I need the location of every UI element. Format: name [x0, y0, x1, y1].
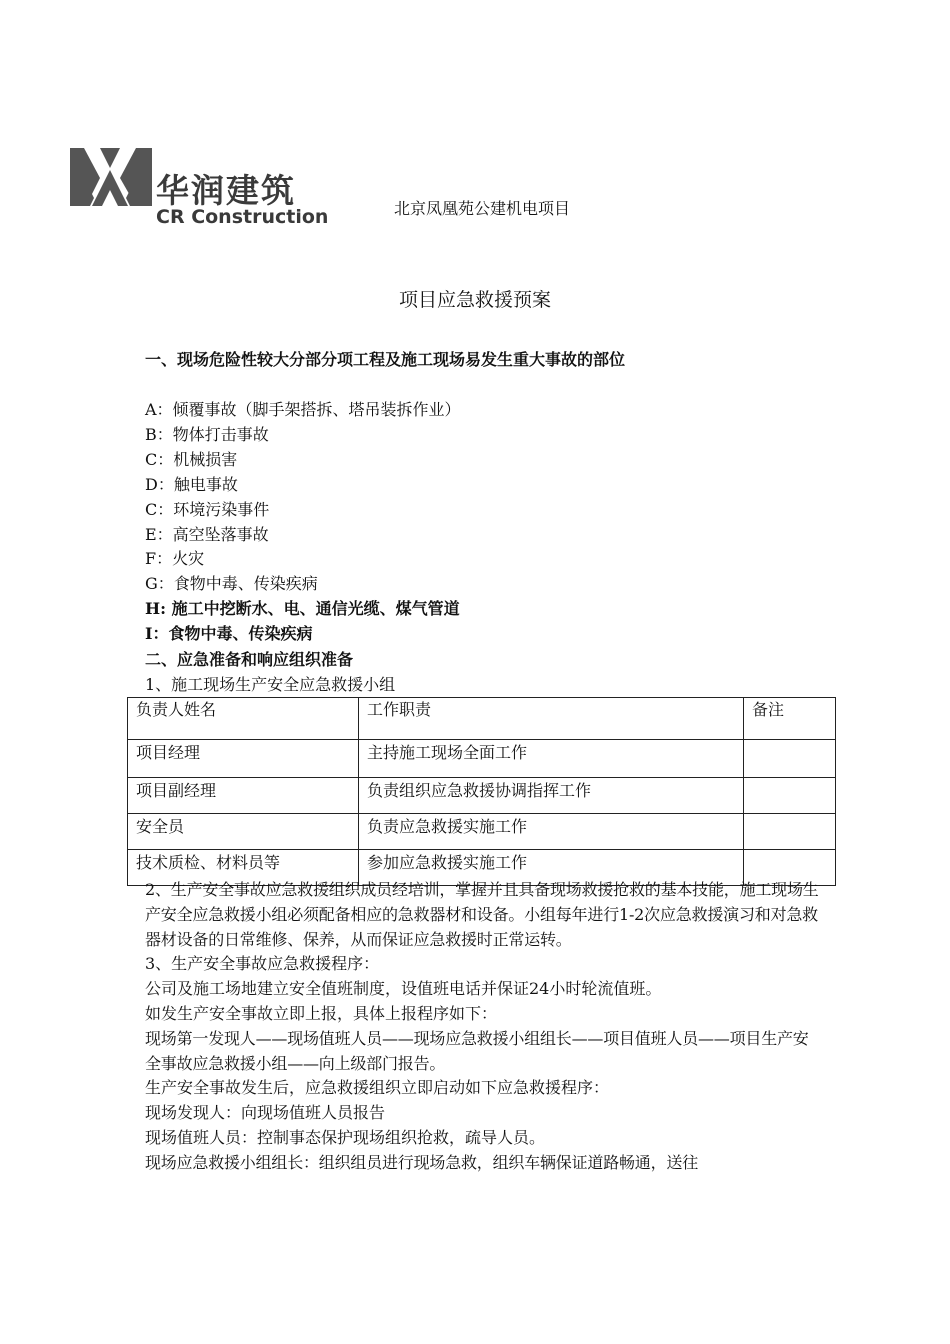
table-header-cell: 备注 [744, 698, 836, 740]
paragraph: 现场第一发现人——现场值班人员——现场应急救援小组组长——项目值班人员——项目生产安全事故应急救援小组——向上级部门报告。 [145, 1028, 809, 1073]
document-title: 项目应急救援预案 [398, 289, 551, 311]
paragraph: 生产安全事故发生后，应急救援组织立即启动如下应急救援程序： [145, 1078, 610, 1098]
logo-chinese-text: 华润建筑 [156, 171, 296, 210]
table-cell [744, 740, 836, 778]
table-cell: 安全员 [128, 814, 359, 850]
table-cell: 项目副经理 [128, 778, 359, 814]
table-cell: 参加应急救援实施工作 [359, 850, 744, 886]
list-item: G：食物中毒、传染疾病 [145, 574, 318, 594]
table-cell: 主持施工现场全面工作 [359, 740, 744, 778]
table-cell: 负责应急救援实施工作 [359, 814, 744, 850]
table-header-cell: 工作职责 [359, 698, 744, 740]
list-item: B：物体打击事故 [145, 424, 269, 444]
list-item: E：高空坠落事故 [145, 524, 269, 544]
paragraph: 现场值班人员：控制事态保护现场组织抢救，疏导人员。 [145, 1127, 546, 1147]
table-row [128, 814, 836, 850]
procedure-text [145, 878, 821, 1176]
list-item: A：倾覆事故（脚手架搭拆、塔吊装拆作业） [145, 400, 461, 419]
table-header-row [128, 698, 836, 740]
table-header-cell: 负责人姓名 [128, 698, 359, 740]
paragraph: 如发生产安全事故立即上报，具体上报程序如下： [145, 1003, 498, 1023]
emergency-team-table [127, 697, 836, 886]
list-item: C：环境污染事件 [145, 499, 270, 519]
hazard-list [145, 398, 461, 647]
subsection-1-heading: 1、施工现场生产安全应急救援小组 [145, 675, 396, 694]
section-1-heading: 一、现场危险性较大分部分项工程及施工现场易发生重大事故的部位 [145, 350, 626, 369]
project-name: 北京凤凰苑公建机电项目 [394, 199, 571, 218]
list-item: F：火灾 [145, 549, 205, 569]
logo-english-text: CR Construction [156, 206, 329, 228]
section-2-heading: 二、应急准备和响应组织准备 [145, 650, 354, 669]
list-item: H: 施工中挖断水、电、通信光缆、煤气管道 [145, 599, 460, 619]
cr-logo-mark-icon [70, 148, 152, 208]
paragraph: 3、生产安全事故应急救援程序： [145, 954, 380, 974]
table-cell: 项目经理 [128, 740, 359, 778]
paragraph: 2、生产安全事故应急救援组织成员经培训，掌握并且具备现场救援抢救的基本技能，施工现场生产安全应急救援小组必须配备相应的急救器材和设备。小组每年进行1-2次应急救援演习和对急救器材设备的日常维修、保养，从而保证应急救援时正常运转。 [145, 880, 819, 949]
table-cell: 负责组织应急救援协调指挥工作 [359, 778, 744, 814]
table-cell [744, 814, 836, 850]
list-item: C：机械损害 [145, 449, 238, 469]
table-cell: 技术质检、材料员等 [128, 850, 359, 886]
table-row [128, 778, 836, 814]
list-item: I：食物中毒、传染疾病 [145, 624, 313, 644]
list-item: D：触电事故 [145, 474, 238, 494]
paragraph: 现场应急救援小组组长：组织组员进行现场急救，组织车辆保证道路畅通，送往 [145, 1152, 699, 1172]
paragraph: 公司及施工场地建立安全值班制度，设值班电话并保证24小时轮流值班。 [145, 979, 662, 999]
paragraph: 现场发现人：向现场值班人员报告 [145, 1103, 386, 1123]
table-row [128, 740, 836, 778]
table-cell [744, 778, 836, 814]
